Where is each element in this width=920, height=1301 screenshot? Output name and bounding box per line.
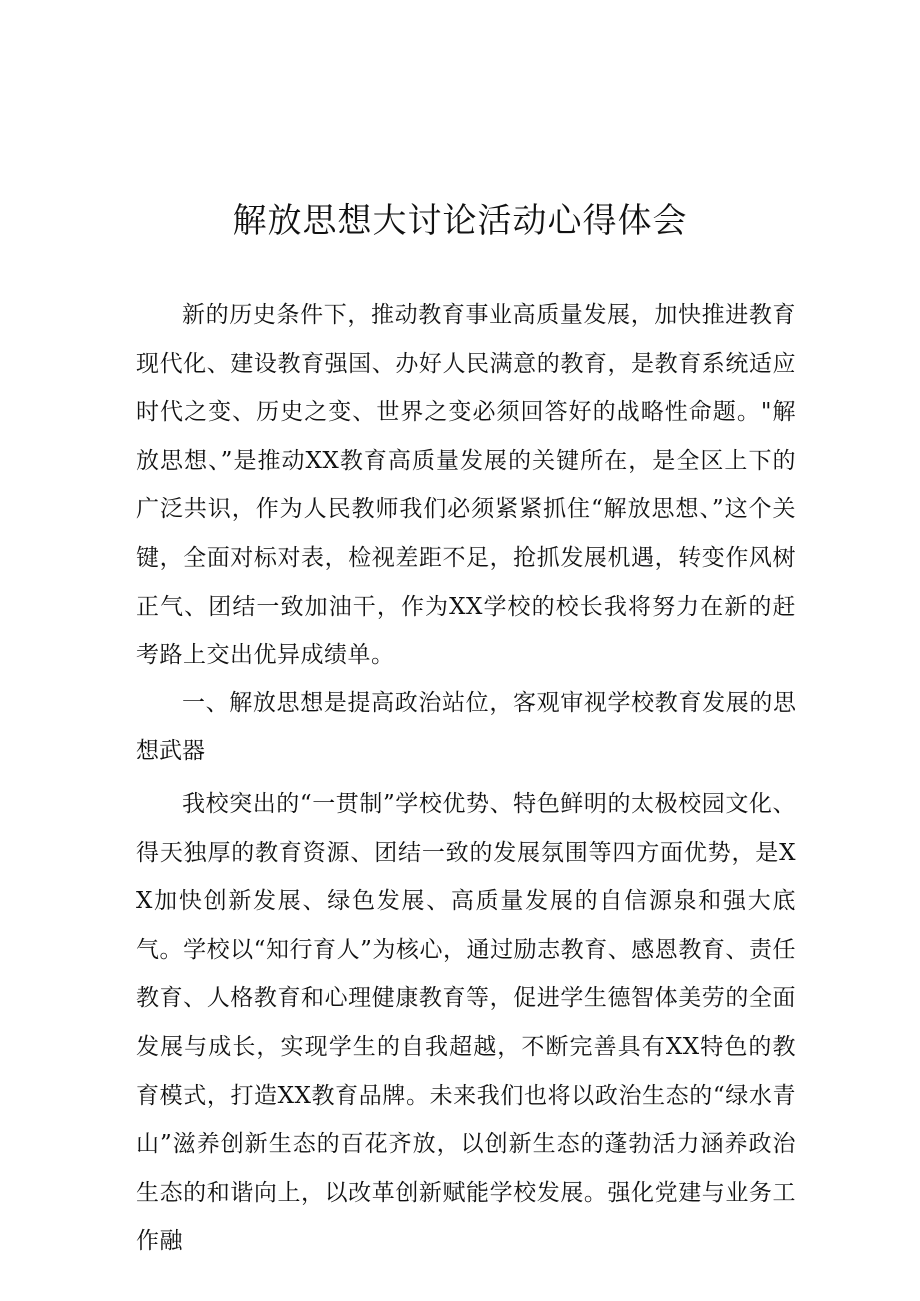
document-title: 解放思想大讨论活动心得体会 xyxy=(232,200,688,241)
section-1-paragraph: 我校突出的“一贯制”学校优势、特色鲜明的太极校园文化、得天独厚的教育资源、团结一致的发展氛围等四方面优势，是XX加快创新发展、绿色发展、高质量发展的自信源泉和强大底气。学校以“知行育人”为核心，通过励志教育、感恩教育、责任教育、人格教育和心理健康教育等，促进学生德智体美劳的全面发展与成长，实现学生的自我超越，不断完善具有XX特色的教育模式，打造XX教育品牌。未来我们也将以政治生态的“绿水青山”滋养创新生态的百花齐放，以创新生态的蓬勃活力涵养政治生态的和谐向上，以改革创新赋能学校发展。强化党建与业务工作融 xyxy=(136,791,796,1255)
intro-paragraph: 新的历史条件下，推动教育事业高质量发展，加快推进教育现代化、建设教育强国、办好人民满意的教育，是教育系统适应时代之变、历史之变、世界之变必须回答好的战略性命题。"解放思想、”是推动XX教育高质量发展的关键所在，是全区上下的广泛共识，作为人民教师我们必须紧紧抓住“解放思想、”这个关键，全面对标对表，检视差距不足，抢抓发展机遇，转变作风树正气、团结一致加油干，作为XX学校的校长我将努力在新的赶考路上交出优异成绩单。 xyxy=(136,302,796,669)
section-heading-1: 一、解放思想是提高政治站位，客观审视学校教育发展的思想武器 xyxy=(136,690,796,765)
